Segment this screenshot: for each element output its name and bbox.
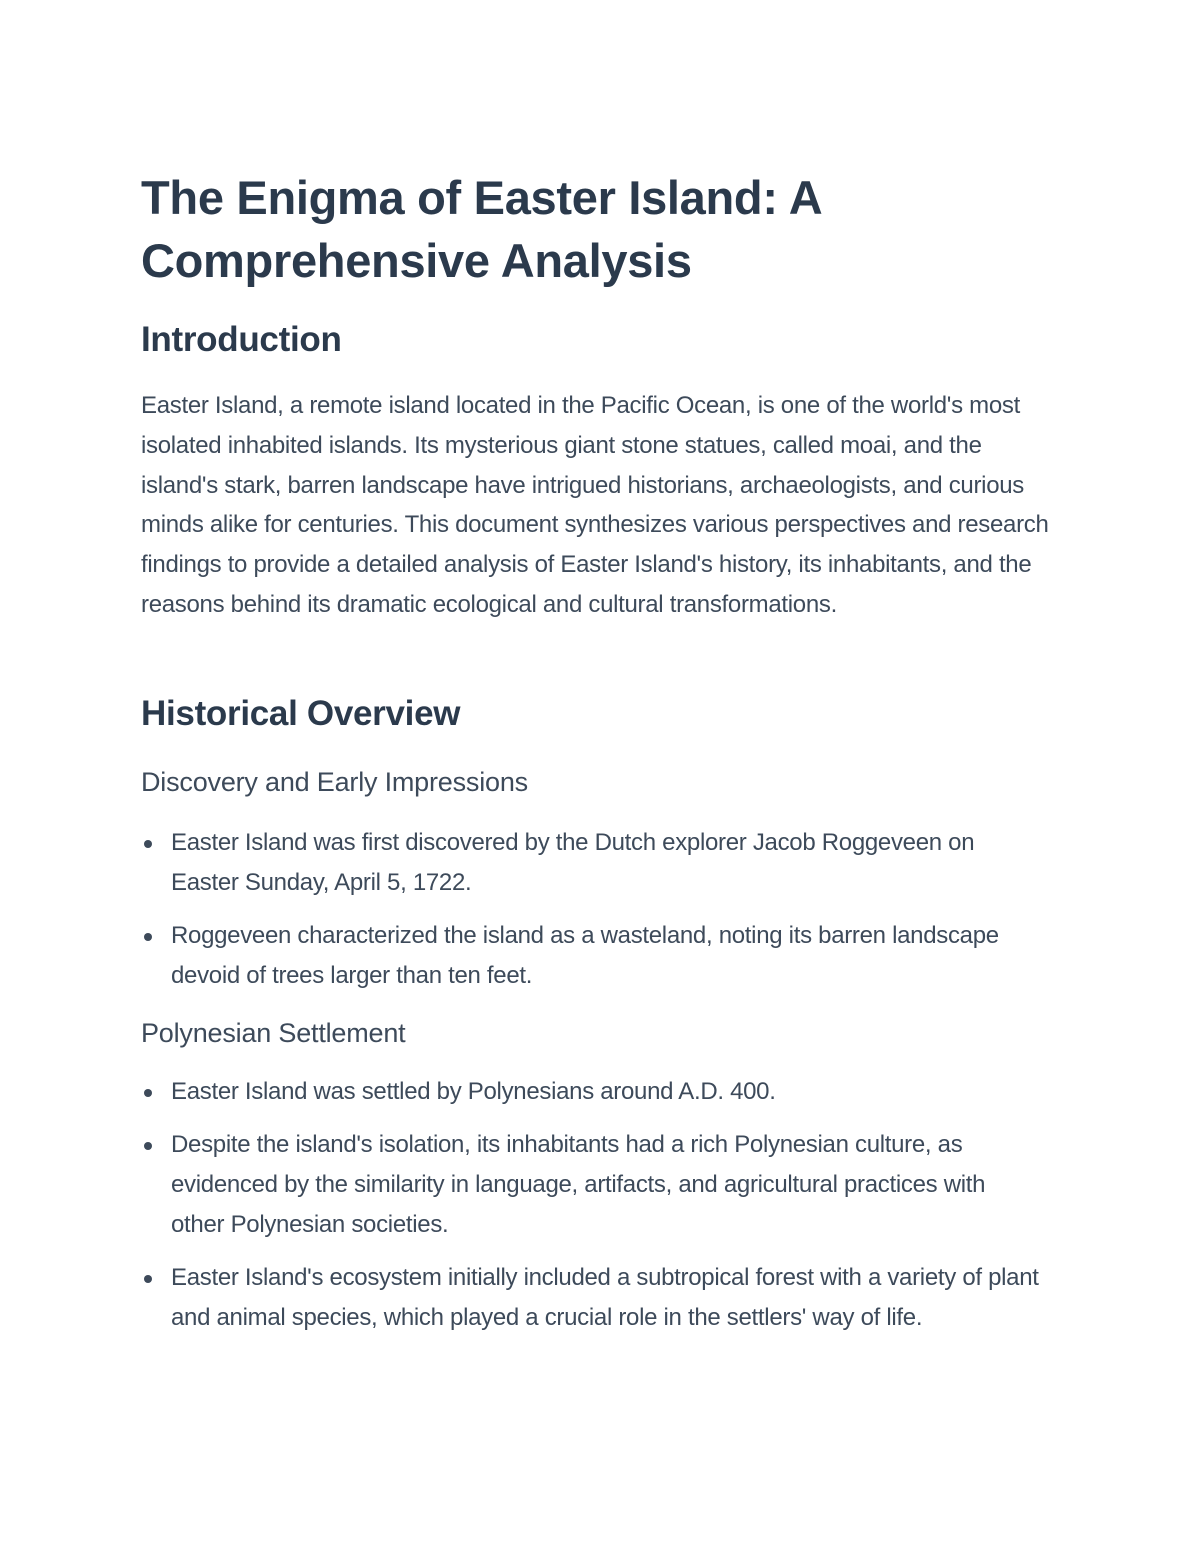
discovery-list <box>141 823 1041 1009</box>
bullet-icon <box>144 1275 152 1283</box>
subsection-heading-polynesian-settlement: Polynesian Settlement <box>141 1018 406 1048</box>
introduction-paragraph: Easter Island, a remote island located in the Pacific Ocean, is one of the world's most isolated inhabited islands. Its mysterious giant stone statues, called moai, and the island's stark, barren landscape have intrigued historians, archaeologists, and curious minds alike for centuries. This document synthesizes various perspectives and research findings to provide a detailed analysis of Easter Island's history, its inhabitants, and the reasons behind its dramatic ecological and cultural transformations. <box>141 392 1049 618</box>
bullet-icon <box>144 933 152 941</box>
list-item <box>141 916 1041 996</box>
list-item-text: Easter Island was settled by Polynesians around A.D. 400. <box>171 1078 776 1105</box>
bullet-icon <box>144 1142 152 1150</box>
list-item-text: Roggeveen characterized the island as a wasteland, noting its barren landscape devoid of trees larger than ten feet. <box>171 922 999 989</box>
list-item-text: Easter Island's ecosystem initially included a subtropical forest with a variety of plant and animal species, which played a crucial role in the settlers' way of life. <box>171 1264 1039 1331</box>
bullet-icon <box>144 840 152 848</box>
list-item <box>141 1258 1041 1338</box>
list-item-text: Easter Island was first discovered by the Dutch explorer Jacob Roggeveen on Easter Sunday, April 5, 1722. <box>171 829 975 896</box>
section-heading-historical-overview: Historical Overview <box>141 694 461 733</box>
bullet-icon <box>144 1089 152 1097</box>
subsection-heading-discovery: Discovery and Early Impressions <box>141 767 528 797</box>
list-item <box>141 1072 1041 1112</box>
section-heading-introduction: Introduction <box>141 320 342 359</box>
settlement-list <box>141 1072 1041 1351</box>
list-item <box>141 1125 1041 1245</box>
list-item-text: Despite the island's isolation, its inhabitants had a rich Polynesian culture, as evidenced by the similarity in language, artifacts, and agricultural practices with other Polynesian societies. <box>171 1131 986 1238</box>
document-title: The Enigma of Easter Island: A Comprehensive Analysis <box>141 171 821 287</box>
list-item <box>141 823 1041 903</box>
